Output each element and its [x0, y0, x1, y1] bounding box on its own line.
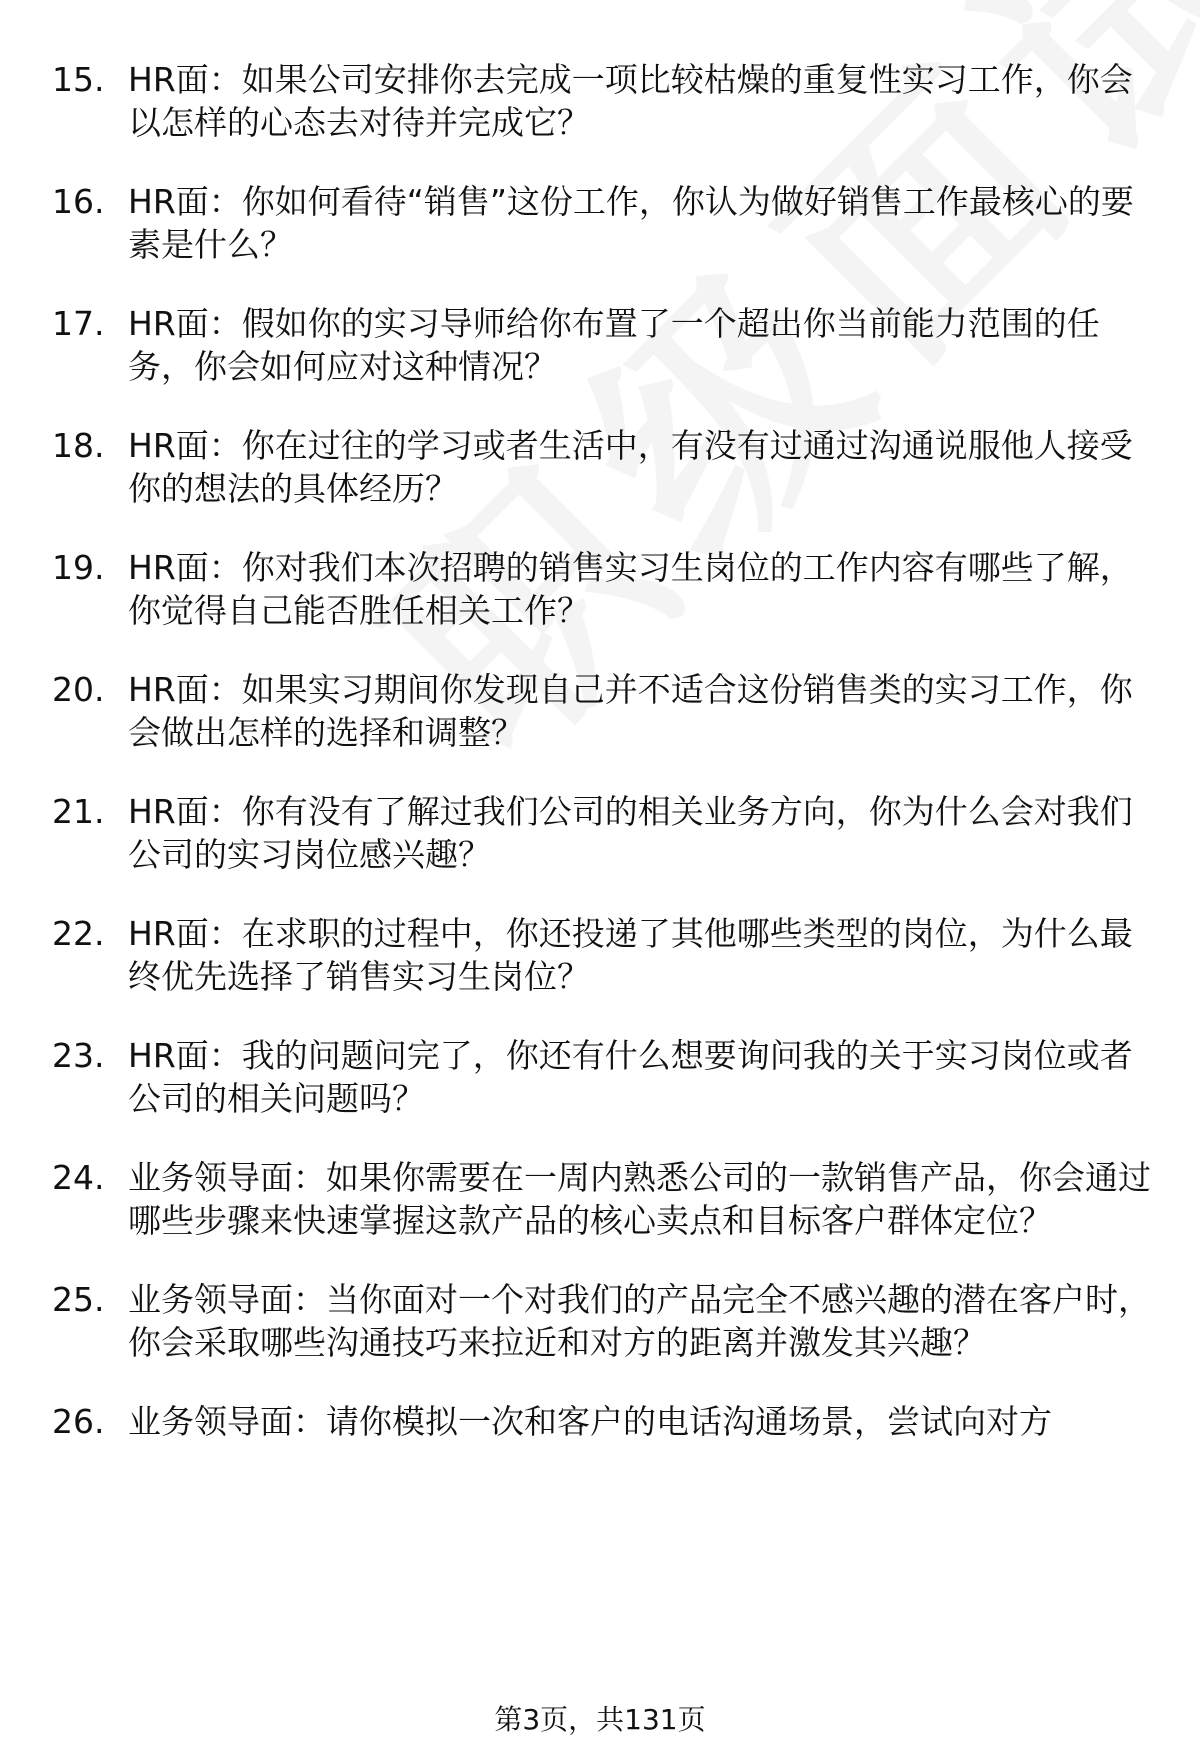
question-item	[52, 668, 1162, 754]
page-footer: 第3页，共131页	[494, 1703, 706, 1736]
question-item	[52, 302, 1162, 388]
question-number: 26.	[52, 1402, 105, 1441]
question-number: 20.	[52, 670, 105, 709]
question-item	[52, 424, 1162, 510]
question-text: HR面：假如你的实习导师给你布置了一个超出你当前能力范围的任务，你会如何应对这种情况？	[128, 304, 1100, 386]
question-item	[52, 912, 1162, 998]
question-text: HR面：你对我们本次招聘的销售实习生岗位的工作内容有哪些了解，你觉得自己能否胜任相关工作？	[128, 548, 1133, 630]
question-list	[52, 58, 1162, 1479]
question-text: HR面：如果公司安排你去完成一项比较枯燥的重复性实习工作，你会以怎样的心态去对待并完成它？	[128, 60, 1133, 142]
question-text: 业务领导面：请你模拟一次和客户的电话沟通场景，尝试向对方	[128, 1402, 1052, 1441]
question-item	[52, 180, 1162, 266]
question-text: 业务领导面：当你面对一个对我们的产品完全不感兴趣的潜在客户时，你会采取哪些沟通技巧来拉近和对方的距离并激发其兴趣？	[128, 1280, 1151, 1362]
question-number: 16.	[52, 182, 105, 221]
question-number: 15.	[52, 60, 105, 99]
question-text: HR面：如果实习期间你发现自己并不适合这份销售类的实习工作，你会做出怎样的选择和调整？	[128, 670, 1133, 752]
question-item	[52, 790, 1162, 876]
question-number: 25.	[52, 1280, 105, 1319]
question-number: 23.	[52, 1036, 105, 1075]
question-text: HR面：在求职的过程中，你还投递了其他哪些类型的岗位，为什么最终优先选择了销售实习生岗位？	[128, 914, 1133, 996]
question-text: HR面：你有没有了解过我们公司的相关业务方向，你为什么会对我们公司的实习岗位感兴趣？	[128, 792, 1133, 874]
question-text: HR面：你在过往的学习或者生活中，有没有过通过沟通说服他人接受你的想法的具体经历？	[128, 426, 1133, 508]
question-item	[52, 1034, 1162, 1120]
question-number: 17.	[52, 304, 105, 343]
question-number: 21.	[52, 792, 105, 831]
question-number: 24.	[52, 1158, 105, 1197]
question-number: 19.	[52, 548, 105, 587]
question-item	[52, 546, 1162, 632]
question-item	[52, 1400, 1162, 1443]
question-number: 18.	[52, 426, 105, 465]
question-text: 业务领导面：如果你需要在一周内熟悉公司的一款销售产品，你会通过哪些步骤来快速掌握这款产品的核心卖点和目标客户群体定位？	[128, 1158, 1151, 1240]
question-text: HR面：我的问题问完了，你还有什么想要询问我的关于实习岗位或者公司的相关问题吗？	[128, 1036, 1133, 1118]
question-text: HR面：你如何看待“销售”这份工作，你认为做好销售工作最核心的要素是什么？	[128, 182, 1134, 264]
question-item	[52, 58, 1162, 144]
question-item	[52, 1278, 1162, 1364]
question-number: 22.	[52, 914, 105, 953]
question-item	[52, 1156, 1162, 1242]
